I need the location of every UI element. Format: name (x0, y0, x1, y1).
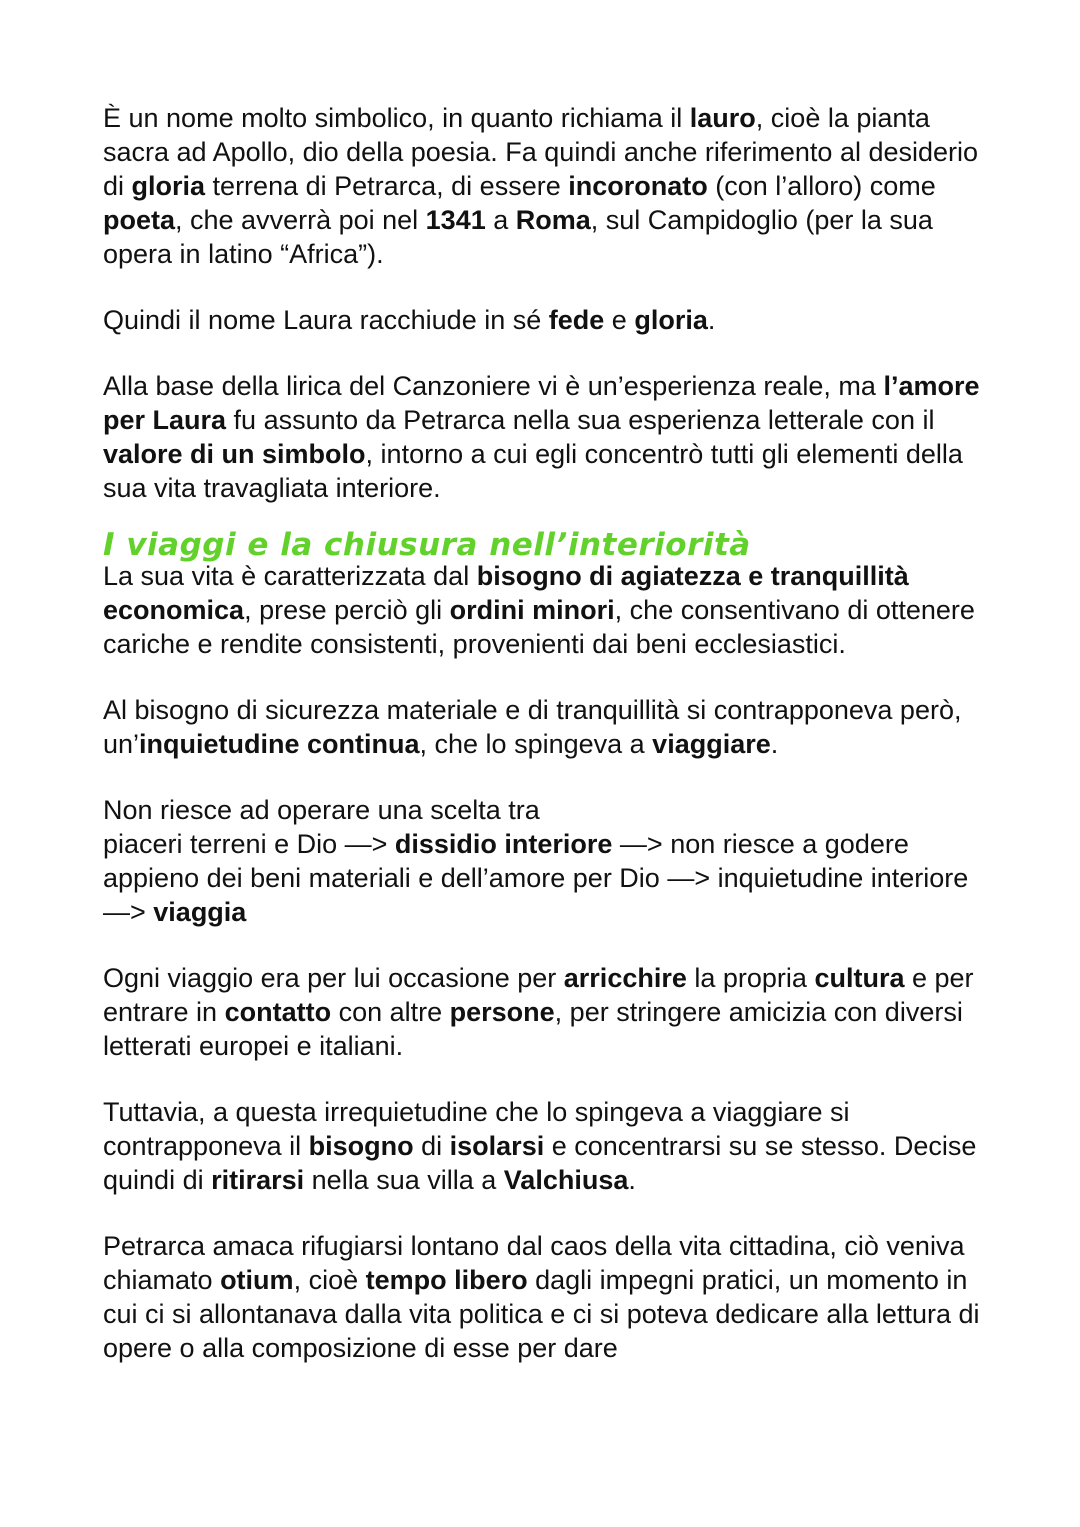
text: . (628, 1165, 636, 1195)
bold-text: viaggiare (652, 729, 771, 759)
paragraph-valchiusa (103, 1095, 983, 1197)
text: . (770, 729, 779, 759)
text: , sul Campidoglio (per la sua opera in latino “Africa”). (103, 205, 933, 269)
bold-text: isolarsi (449, 1131, 545, 1161)
text: nella sua villa a (304, 1165, 504, 1195)
bold-text: inquietudine continua (139, 729, 420, 759)
text: dagli impegni pratici, un momento in cui ci si allontanava dalla vita politica e ci si poteva dedicare alla lettura di opere o alla composizione di esse per dare (103, 1265, 980, 1363)
text: Petrarca amaca rifugiarsi lontano dal caos della vita cittadina, ciò veniva chiamato (103, 1231, 965, 1295)
bold-text: 1341 (425, 205, 486, 235)
text: Al bisogno di sicurezza materiale e di tranquillità si contrapponeva però, un’ (103, 695, 962, 759)
text: —> non riesce a godere appieno dei beni materiali e dell’amore per Dio —> inquietudine interiore —> (103, 829, 969, 927)
bold-text: lauro (689, 103, 756, 133)
text: la propria (686, 963, 815, 993)
text: , intorno a cui egli concentrò tutti gli elementi della sua vita travagliata interiore. (103, 439, 963, 503)
text: Alla base della lirica del Canzoniere vi è un’esperienza reale, ma (103, 371, 884, 401)
bold-text: l’amore per Laura (103, 371, 980, 435)
bold-text: otium (220, 1265, 294, 1295)
document-page (103, 101, 983, 1365)
text: Quindi il nome Laura racchiude in sé (103, 305, 549, 335)
text: piaceri terreni e Dio —> (103, 829, 395, 859)
section-heading: I viaggi e la chiusura nell’interiorità (103, 527, 751, 563)
text: terrena di Petrarca, di essere (205, 171, 569, 201)
bold-text: dissidio interiore (394, 829, 613, 859)
bold-text: valore di un simbolo (103, 439, 366, 469)
bold-text: poeta (103, 205, 176, 235)
bold-text: arricchire (563, 963, 687, 993)
text: di (413, 1131, 450, 1161)
bold-text: bisogno (308, 1131, 414, 1161)
paragraph-inquietudine (103, 693, 983, 761)
text: , che consentivano di ottenere cariche e rendite consistenti, provenienti dai beni ecclesiastici. (103, 595, 975, 659)
text: e concentrarsi su se stesso. Decise quindi di (103, 1131, 977, 1195)
bold-text: fede (548, 305, 605, 335)
bold-text: Roma (515, 205, 591, 235)
text: fu assunto da Petrarca nella sua esperienza letterale con il (226, 405, 935, 435)
bold-text: persone (449, 997, 555, 1027)
bold-text: incoronato (568, 171, 708, 201)
text: È un nome molto simbolico, in quanto richiama il (103, 103, 690, 133)
bold-text: contatto (224, 997, 332, 1027)
bold-text: gloria (131, 171, 206, 201)
text: , per stringere amicizia con diversi letterati europei e italiani. (103, 997, 963, 1061)
text: con altre (331, 997, 450, 1027)
bold-text: Valchiusa (503, 1165, 629, 1195)
paragraph-agiatezza (103, 559, 983, 661)
text: Tuttavia, a questa irrequietudine che lo spingeva a viaggiare si contrapponeva il (103, 1097, 850, 1161)
text: e per entrare in (103, 963, 974, 1027)
text: . (707, 305, 716, 335)
paragraph-canzoniere (103, 369, 983, 505)
bold-text: bisogno di agiatezza e tranquillità economica (103, 561, 909, 625)
paragraph-dissidio-line1: Non riesce ad operare una scelta tra (103, 795, 540, 825)
bold-text: cultura (814, 963, 905, 993)
text: Ogni viaggio era per lui occasione per (103, 963, 564, 993)
text: , che avverrà poi nel (175, 205, 426, 235)
bold-text: viaggia (153, 897, 247, 927)
paragraph-otium (103, 1229, 983, 1365)
bold-text: ritirarsi (211, 1165, 305, 1195)
bold-text: ordini minori (449, 595, 615, 625)
paragraph-dissidio (103, 827, 983, 929)
text: , cioè la pianta sacra ad Apollo, dio della poesia. Fa quindi anche riferimento al desiderio di (103, 103, 979, 201)
text: , prese perciò gli (244, 595, 450, 625)
text: , cioè (293, 1265, 366, 1295)
bold-text: gloria (634, 305, 708, 335)
paragraph-laura-symbol (103, 101, 983, 271)
text: a (485, 205, 516, 235)
paragraph-viaggio-cultura (103, 961, 983, 1063)
bold-text: tempo libero (365, 1265, 528, 1295)
text: La sua vita è caratterizzata dal (103, 561, 477, 591)
text: e (604, 305, 635, 335)
text: (con l’alloro) come (707, 171, 936, 201)
text: , che lo spingeva a (419, 729, 653, 759)
paragraph-fede-gloria (103, 303, 983, 337)
